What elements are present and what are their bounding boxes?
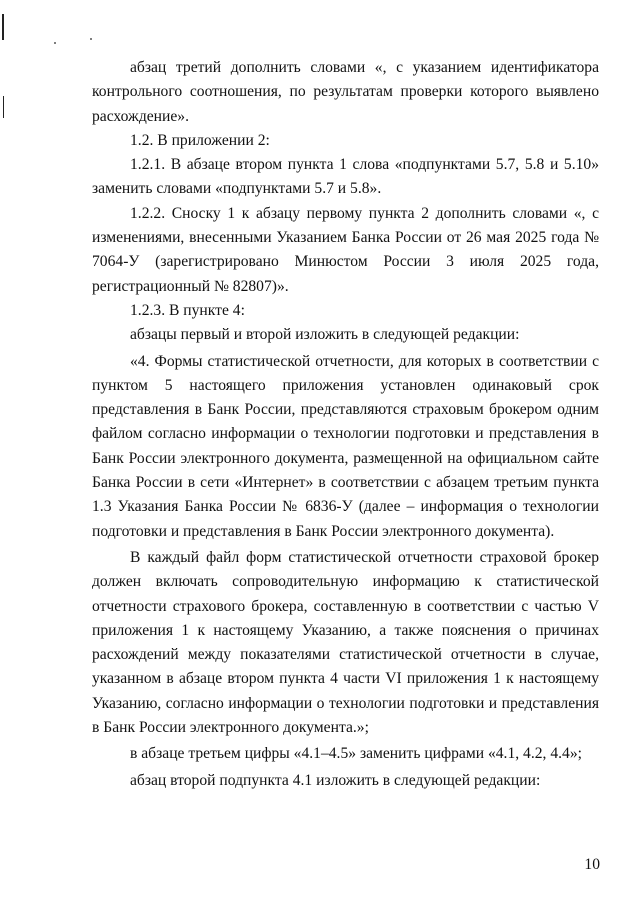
paragraph-appendix-2-heading: 1.2. В приложении 2:	[130, 131, 270, 149]
binding-mark-top	[2, 14, 4, 40]
paragraph-subitem-4-1: абзац второй подпункта 4.1 изложить в следующей редакции:	[130, 771, 541, 789]
scan-speck	[90, 38, 92, 40]
document-body	[92, 56, 599, 793]
paragraph-new-item-4: «4. Формы статистической отчетности, для которых в соответствии с пунктом 5 настоящего приложения установлен одинаковый срок представления в Банк России, представляются страховым брокером одним файлом согласно информации о технологии подготовки и представления в Банк России электронного документа, размещенной на официальном сайте Банка России в сети «Интернет» в соответствии с абзацем третьим пункта 1.3 Указания Банка России № 6836-У (далее – информация о технологии подготовки и представления в Банк России электронного документа).	[92, 352, 599, 540]
scan-speck	[54, 42, 56, 44]
paragraph-digits-replacement: в абзаце третьем цифры «4.1–4.5» заменить цифрами «4.1, 4.2, 4.4»;	[130, 745, 582, 763]
page-number: 10	[584, 856, 600, 873]
paragraph-1-2-1: 1.2.1. В абзаце втором пункта 1 слова «подпунктами 5.7, 5.8 и 5.10» заменить словами «подпунктами 5.7 и 5.8».	[92, 156, 599, 198]
paragraph-amendment-third: абзац третий дополнить словами «, с указанием идентификатора контрольного соотношения, по результатам проверки которого выявлено расхождение».	[92, 59, 599, 125]
paragraph-1-2-3: 1.2.3. В пункте 4:	[130, 301, 245, 319]
paragraph-1-2-2: 1.2.2. Сноску 1 к абзацу первому пункта 2 дополнить словами «, с изменениями, внесенными Указанием Банка России от 26 мая 2025 года № 7064-У (зарегистрировано Минюстом России 3 июля 2025 года, регистрационный № 82807)».	[92, 204, 599, 295]
paragraph-edit-instruction: абзацы первый и второй изложить в следующей редакции:	[130, 326, 520, 344]
binding-mark-middle	[3, 96, 4, 118]
paragraph-file-contents: В каждый файл форм статистической отчетности страховой брокер должен включать сопроводительную информацию к статистической отчетности страхового брокера, составленную в соответствии с частью V приложения 1 к настоящему Указанию, а также пояснения о причинах расхождений между показателями статистической отчетности в случае, указанном в абзаце втором пункта 4 части VI приложения 1 к настоящему Указанию, согласно информации о технологии подготовки и представления в Банк России электронного документа.»;	[92, 548, 599, 737]
